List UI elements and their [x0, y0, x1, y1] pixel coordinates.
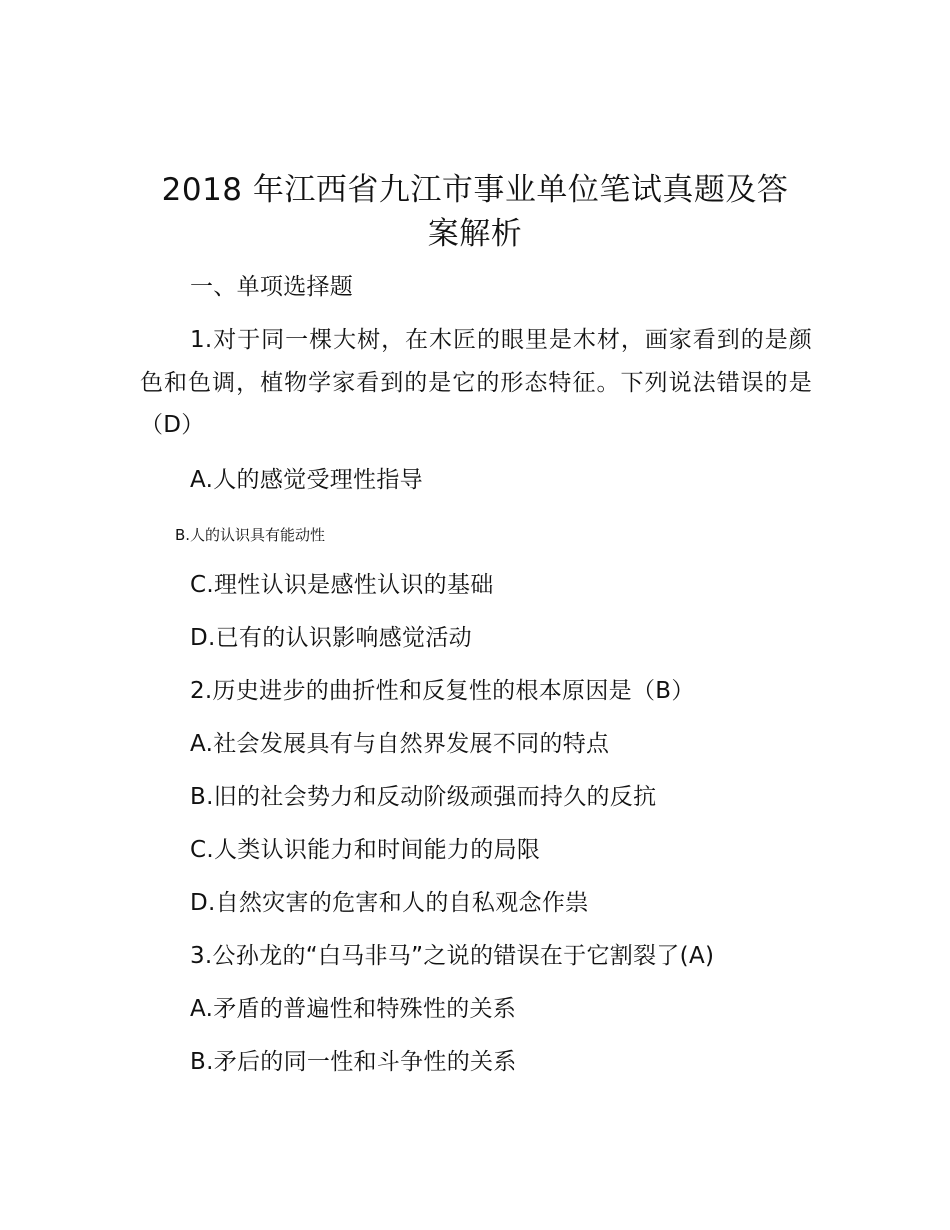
question-3-option-b: B.矛后的同一性和斗争性的关系 [190, 1049, 517, 1075]
question-3-stem: 3.公孙龙的“白马非马”之说的错误在于它割裂了(A) [190, 943, 715, 969]
document-title-line-2: 案解析 [427, 216, 523, 252]
question-1-stem: 1.对于同一棵大树，在木匠的眼里是木材，画家看到的是颜色和色调，植物学家看到的是它的形态特征。下列说法错误的是（D） [140, 327, 812, 438]
question-2-stem: 2.历史进步的曲折性和反复性的根本原因是（B） [190, 678, 695, 704]
section-heading: 一、单项选择题 [190, 274, 354, 300]
question-3-option-a: A.矛盾的普遍性和特殊性的关系 [190, 996, 517, 1022]
question-1-option-c: C.理性认识是感性认识的基础 [190, 572, 494, 598]
question-1-option-a: A.人的感觉受理性指导 [190, 467, 423, 493]
document-title-line-1: 2018 年江西省九江市事业单位笔试真题及答 [161, 172, 789, 208]
question-1-option-d: D.已有的认识影响感觉活动 [190, 625, 472, 651]
question-2-option-a: A.社会发展具有与自然界发展不同的特点 [190, 731, 610, 757]
question-1-option-b: B.人的认识具有能动性 [175, 526, 326, 544]
question-2-option-c: C.人类认识能力和时间能力的局限 [190, 837, 541, 863]
question-2-option-d: D.自然灾害的危害和人的自私观念作祟 [190, 890, 589, 916]
question-2-option-b: B.旧的社会势力和反动阶级顽强而持久的反抗 [190, 784, 657, 810]
